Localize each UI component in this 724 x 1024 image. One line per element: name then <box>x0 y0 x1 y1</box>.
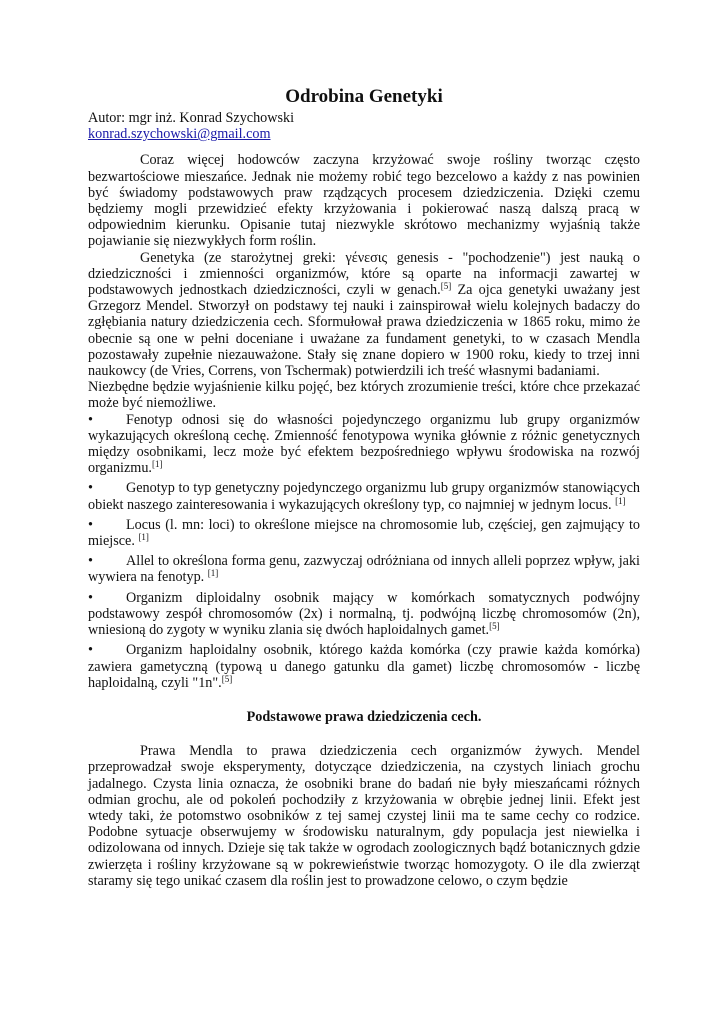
bullet-icon: • <box>88 411 93 428</box>
definition-text: Organizm haploidalny osobnik, którego każda komórka (czy prawie każda komórka) zawiera gametyczną (typową u danego gatunku dla gamet) liczbę chromosomów - liczbę haploidalną, czyli "1n". <box>88 642 640 691</box>
bullet-icon: • <box>88 516 93 533</box>
bullet-icon: • <box>88 642 93 659</box>
citation-ref: [1] <box>615 495 626 506</box>
definition-item-diploid <box>88 590 640 639</box>
definition-text: Locus (l. mn: loci) to określone miejsce na chromosomie lub, częściej, gen zajmujący to miejsce. <box>88 516 640 550</box>
intro-paragraph: Coraz więcej hodowców zaczyna krzyżować swoje rośliny tworząc często bezwartościowe mieszańce. Jednak nie możemy robić tego bezcelowo a każdy z nas powinien być świadomy podstawowych praw rządzących procesem dziedziczenia. Dzięki czemu będziemy mogli przewidzieć efekty krzyżowania i pokierować naszą dalszą pracą w odpowiednim kierunku. Opisanie tutaj niezwykle skrótowo mechanizmy wyjaśnią także pojawianie się niezwykłych form roślin. <box>88 152 640 250</box>
citation-ref: [5] <box>489 621 500 632</box>
definition-text: Genotyp to typ genetyczny pojedynczego organizmu lub grupy organizmów stanowiących obiekt naszego zainteresowania i wykazujących określony typ, co najmniej w jednym locus. <box>88 480 640 513</box>
citation-ref: [1] <box>151 459 163 470</box>
genetics-text-part2: Za ojca genetyki uważany jest Grzegorz Mendel. Stworzył on podstawy tej nauki i zainspirował wielu kolejnych badaczy do zgłębiania natury dziedziczenia cech. Sformułował prawa dziedziczenia w 1865 roku, mimo że obecnie są one w pełni doceniane i uważane za fundament genetyki, to w czasach Mendla pozostawały zupełnie niezauważone. Stały się znane dopiero w 1900 roku, kiedy to trzej inni naukowcy (de Vries, Correns, von Tschermak) potwierdzili ich treść własnymi badaniami. <box>88 282 640 380</box>
document-page <box>88 86 640 889</box>
mendel-paragraph: Prawa Mendla to prawa dziedziczenia cech organizmów żywych. Mendel przeprowadzał swoje eksperymenty, dotyczące dziedziczenia, na czystych liniach grochu jadalnego. Czysta linia oznacza, że osobniki brane do badań nie były mieszańcami różnych odmian grochu, ale od pokoleń pochodziły z krzyżowania w obrębie jednej linii. Efekt jest wtedy taki, że potomstwo osobników z tej samej czystej linii ma te same cechy co rodzice. Podobne sytuacje obserwujemy w środowisku naturalnym, gdy populacja jest niewielka i odizolowana od innych. Dzieje się tak także w ogrodach zoologicznych bądź botanicznych gdzie zwierzęta i rośliny krzyżowane są w pokrewieństwie tworząc homozygoty. O ile dla zwierząt staramy się tego unikać czasem dla roślin jest to prowadzone celowo, o czym będzie <box>88 743 640 889</box>
bullet-icon: • <box>88 553 93 570</box>
definition-item-fenotyp <box>88 412 640 477</box>
citation-ref: [5] <box>440 281 452 292</box>
definition-text: Fenotyp odnosi się do własności pojedynczego organizmu lub grupy organizmów wykazujących określoną cechę. Zmienność fenotypowa wynika głównie z różnic genetycznych między osobnikami, lecz może być efektem bezpośredniego wpływu środowiska na rozwój organizmu. <box>88 411 640 477</box>
definition-item-haploid <box>88 642 640 691</box>
author-email-link[interactable]: konrad.szychowski@gmail.com <box>88 126 271 143</box>
definition-item-allel <box>88 553 640 585</box>
definitions-list <box>88 412 640 691</box>
citation-ref: [1] <box>138 532 149 543</box>
bullet-icon: • <box>88 589 93 606</box>
definition-item-genotyp <box>88 480 640 512</box>
explain-paragraph: Niezbędne będzie wyjaśnienie kilku pojęć, bez których zrozumienie treści, które chce przekazać może być niemożliwe. <box>88 379 640 412</box>
definition-item-locus <box>88 517 640 549</box>
author-line: Autor: mgr inż. Konrad Szychowski <box>88 110 295 126</box>
definition-text: Organizm diploidalny osobnik mający w komórkach somatycznych podwójny podstawowy zespół chromosomów (2x) i normalną, tj. podwójną liczbę chromosomów (2n), wniesioną do zygoty w wyniku zlania się dwóch haploidalnych gamet. <box>88 589 640 639</box>
citation-ref: [1] <box>207 568 219 579</box>
citation-ref: [5] <box>221 673 233 684</box>
genetics-text-part1: Genetyka (ze starożytnej greki: γένεσις genesis - "pochodzenie") jest nauką o dziedziczności i zmienności organizmów, które są oparte na informacji zawartej w podstawowych jednostkach dziedziczności, czyli w genach. <box>88 249 640 299</box>
bullet-icon: • <box>88 480 93 497</box>
definition-text: Allel to określona forma genu, zazwyczaj odróżniana od innych alleli poprzez wpływ, jaki wywiera na fenotyp. <box>88 553 640 586</box>
genetics-paragraph <box>88 250 640 380</box>
document-title: Odrobina Genetyki <box>285 86 443 107</box>
section-heading: Podstawowe prawa dziedziczenia cech. <box>246 708 482 725</box>
